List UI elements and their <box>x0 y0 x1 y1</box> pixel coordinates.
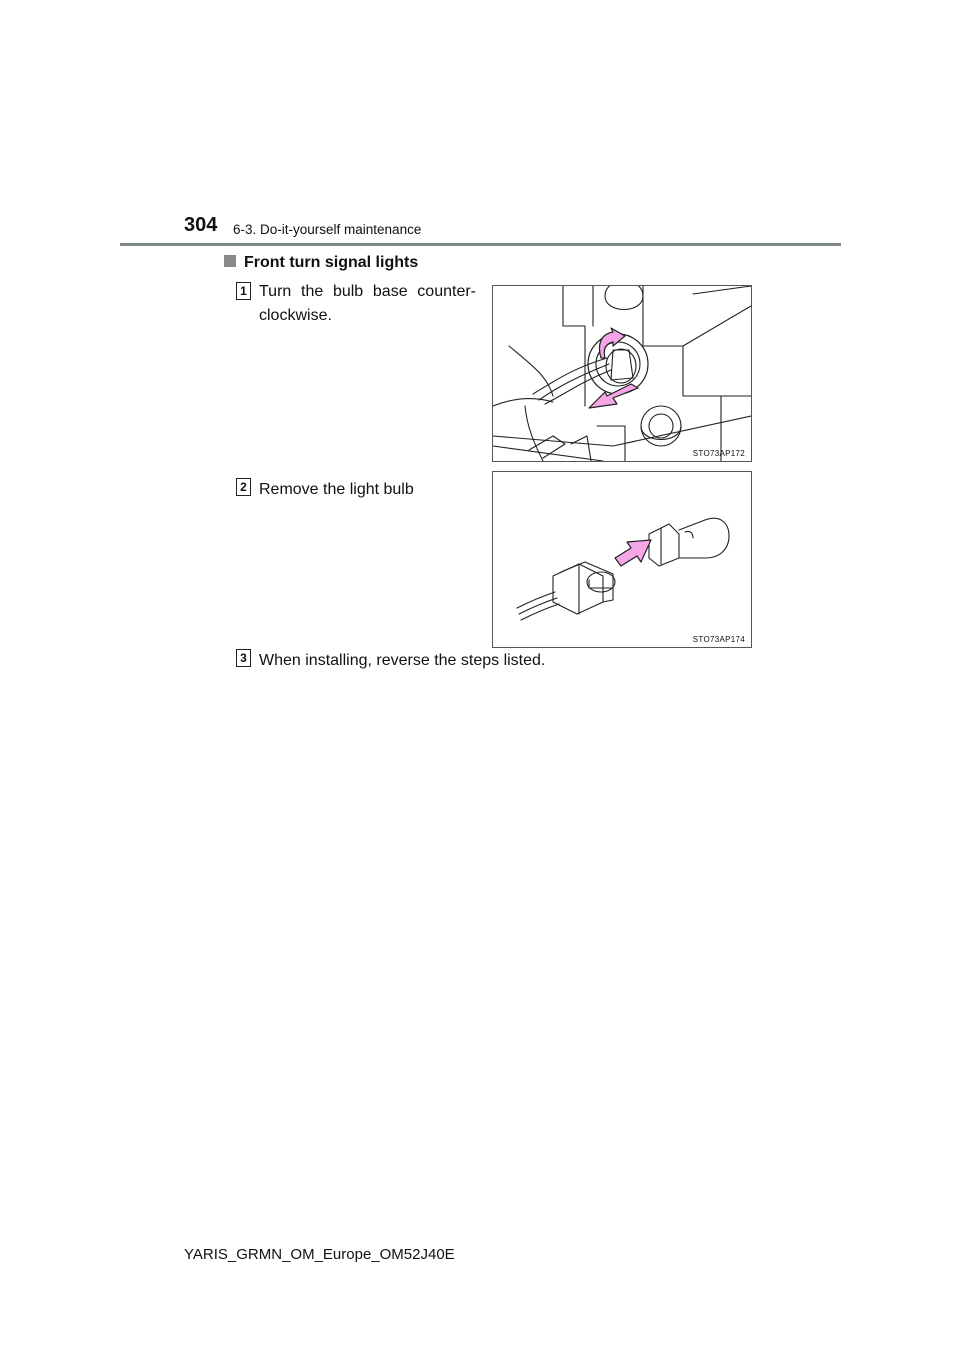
step-2-text: Remove the light bulb <box>259 481 414 498</box>
figure-code-2: STO73AP174 <box>692 635 745 644</box>
footer-document-id: YARIS_GRMN_OM_Europe_OM52J40E <box>184 1246 455 1263</box>
page-number: 304 <box>184 214 218 236</box>
heading-square-icon <box>224 255 236 267</box>
illustration-bulb-removal <box>493 472 751 647</box>
section-title: 6-3. Do-it-yourself maintenance <box>233 222 422 237</box>
header-rule <box>120 243 841 246</box>
step-3-text: When installing, reverse the steps listed. <box>259 652 546 669</box>
figure-remove-bulb <box>492 471 752 648</box>
figure-turn-bulb-base <box>492 285 752 462</box>
illustration-bulb-socket-rotation <box>493 286 751 461</box>
figure-code-1: STO73AP172 <box>692 449 745 458</box>
step-1-number: 1 <box>236 282 251 300</box>
step-1-text: Turn the bulb base counter-clockwise. <box>259 283 476 324</box>
heading-front-turn-signal-lights <box>224 254 418 272</box>
heading-label: Front turn signal lights <box>244 254 419 271</box>
step-3-number: 3 <box>236 649 251 667</box>
step-2-number: 2 <box>236 478 251 496</box>
